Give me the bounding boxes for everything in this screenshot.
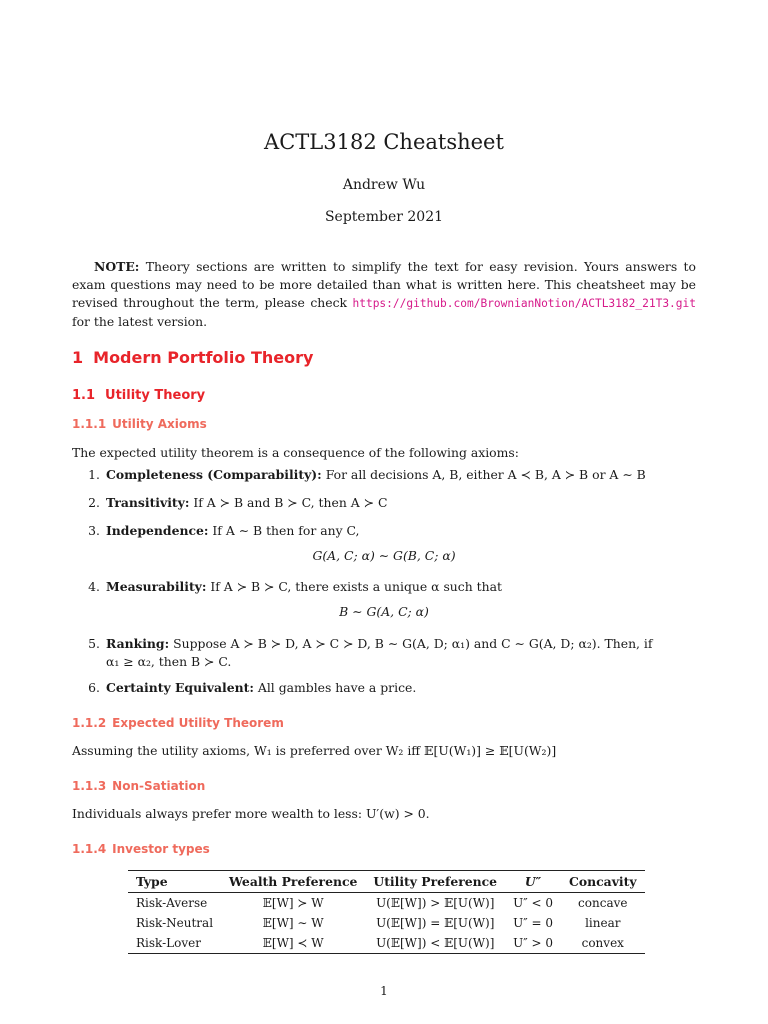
subsection-heading bbox=[72, 388, 205, 403]
equation: B ∼ G(A, C; α) bbox=[339, 604, 429, 619]
table-header: Type bbox=[136, 874, 168, 889]
document-title: ACTL3182 Cheatsheet bbox=[264, 130, 504, 154]
table-cell: U″ > 0 bbox=[505, 933, 561, 954]
list-number: 2. bbox=[88, 495, 100, 510]
list-label: Ranking: bbox=[106, 636, 170, 651]
author: Andrew Wu bbox=[342, 177, 426, 193]
list-number: 4. bbox=[88, 579, 100, 594]
list-number: 6. bbox=[88, 680, 100, 695]
table-row bbox=[128, 893, 645, 914]
table-header: Concavity bbox=[569, 874, 637, 889]
section-heading bbox=[72, 348, 313, 367]
subsubsection-number: 1.1.2 bbox=[72, 716, 107, 730]
list-label: Completeness (Comparability): bbox=[106, 467, 322, 482]
list-text: For all decisions A, B, either A ≺ B, A ≻ B or A ∼ B bbox=[321, 467, 646, 482]
note-paragraph bbox=[72, 258, 696, 331]
list-text: Suppose A ≻ B ≻ D, A ≻ C ≻ D, B ∼ G(A, D; α₁) and C ∼ G(A, D; α₂). Then, if bbox=[169, 636, 653, 651]
table-cell: U(𝔼[W]) > 𝔼[U(W)] bbox=[365, 893, 505, 914]
table-header: Utility Preference bbox=[373, 874, 498, 889]
subsubsection-number: 1.1.1 bbox=[72, 417, 107, 431]
table-cell: Risk-Lover bbox=[128, 933, 221, 954]
list-text: If A ≻ B and B ≻ C, then A ≻ C bbox=[189, 495, 388, 510]
table-cell: 𝔼[W] ≻ W bbox=[221, 893, 365, 914]
list-number: 1. bbox=[88, 467, 100, 482]
equation: G(A, C; α) ∼ G(B, C; α) bbox=[312, 548, 456, 563]
table-cell: U(𝔼[W]) < 𝔼[U(W)] bbox=[365, 933, 505, 954]
subsection-number: 1.1 bbox=[72, 388, 96, 403]
page-number: 1 bbox=[380, 984, 388, 998]
table-cell: U″ = 0 bbox=[513, 916, 553, 930]
subsubsection-number: 1.1.3 bbox=[72, 779, 107, 793]
subsubsection-title: Non-Satiation bbox=[112, 779, 206, 793]
table-cell: concave bbox=[561, 893, 645, 914]
section-title: Modern Portfolio Theory bbox=[93, 348, 314, 367]
table-cell: convex bbox=[561, 933, 645, 954]
table-row bbox=[128, 913, 645, 933]
subsubsection-heading bbox=[72, 716, 284, 730]
list-item bbox=[72, 494, 696, 512]
list-item bbox=[72, 466, 696, 484]
subsubsection-title: Investor types bbox=[112, 842, 210, 856]
table-cell: Risk-Neutral bbox=[136, 916, 214, 930]
date: September 2021 bbox=[324, 209, 444, 225]
table-header: U″ bbox=[524, 874, 542, 889]
list-text: If A ∼ B then for any C, bbox=[208, 523, 360, 538]
list-item bbox=[72, 522, 696, 540]
investor-types-table bbox=[128, 870, 645, 954]
table-cell: U″ < 0 bbox=[505, 893, 561, 914]
list-item bbox=[72, 635, 696, 653]
list-label: Transitivity: bbox=[106, 495, 190, 510]
note-label: NOTE: bbox=[94, 259, 140, 274]
list-item bbox=[72, 679, 696, 697]
table-cell: 𝔼[W] ≺ W bbox=[221, 933, 365, 954]
table-cell: 𝔼[W] ∼ W bbox=[262, 916, 324, 930]
subsubsection-title: Expected Utility Theorem bbox=[112, 716, 284, 730]
list-text: If A ≻ B ≻ C, there exists a unique α such that bbox=[206, 579, 502, 594]
subsubsection-title: Utility Axioms bbox=[112, 417, 207, 431]
subsubsection-number: 1.1.4 bbox=[72, 842, 107, 856]
table-cell: U(𝔼[W]) = 𝔼[U(W)] bbox=[376, 916, 495, 930]
note-text-end: for the latest version. bbox=[72, 314, 208, 329]
list-number: 3. bbox=[88, 523, 100, 538]
table-cell: linear bbox=[585, 916, 621, 930]
list-label: Independence: bbox=[106, 523, 209, 538]
eut-paragraph: Assuming the utility axioms, W₁ is preferred over W₂ iff 𝔼[U(W₁)] ≥ 𝔼[U(W₂)] bbox=[72, 743, 557, 758]
list-continuation: α₁ ≥ α₂, then B ≻ C. bbox=[106, 654, 232, 669]
list-text: All gambles have a price. bbox=[253, 680, 417, 695]
repo-link[interactable]: https://github.com/BrownianNotion/ACTL3182_21T3.git bbox=[352, 297, 696, 310]
table-header-row bbox=[128, 871, 645, 893]
note-text: Theory sections are written to simplify the text for easy revision. Yours answers to exam questions may need to be more detailed than what is written here. This cheatsheet may be revised throughout the term, please check bbox=[72, 259, 696, 310]
list-label: Certainty Equivalent: bbox=[106, 680, 254, 695]
axioms-intro: The expected utility theorem is a consequence of the following axioms: bbox=[72, 445, 519, 460]
table-header: Wealth Preference bbox=[229, 874, 358, 889]
table-cell: Risk-Averse bbox=[128, 893, 221, 914]
list-item bbox=[72, 578, 696, 596]
subsubsection-heading bbox=[72, 417, 207, 431]
table-row bbox=[128, 933, 645, 954]
list-number: 5. bbox=[88, 636, 100, 651]
section-number: 1 bbox=[72, 348, 84, 367]
subsubsection-heading bbox=[72, 842, 210, 856]
subsection-title: Utility Theory bbox=[105, 388, 206, 403]
subsubsection-heading bbox=[72, 779, 205, 793]
list-label: Measurability: bbox=[106, 579, 207, 594]
non-satiation-paragraph: Individuals always prefer more wealth to less: U′(w) > 0. bbox=[72, 806, 430, 821]
